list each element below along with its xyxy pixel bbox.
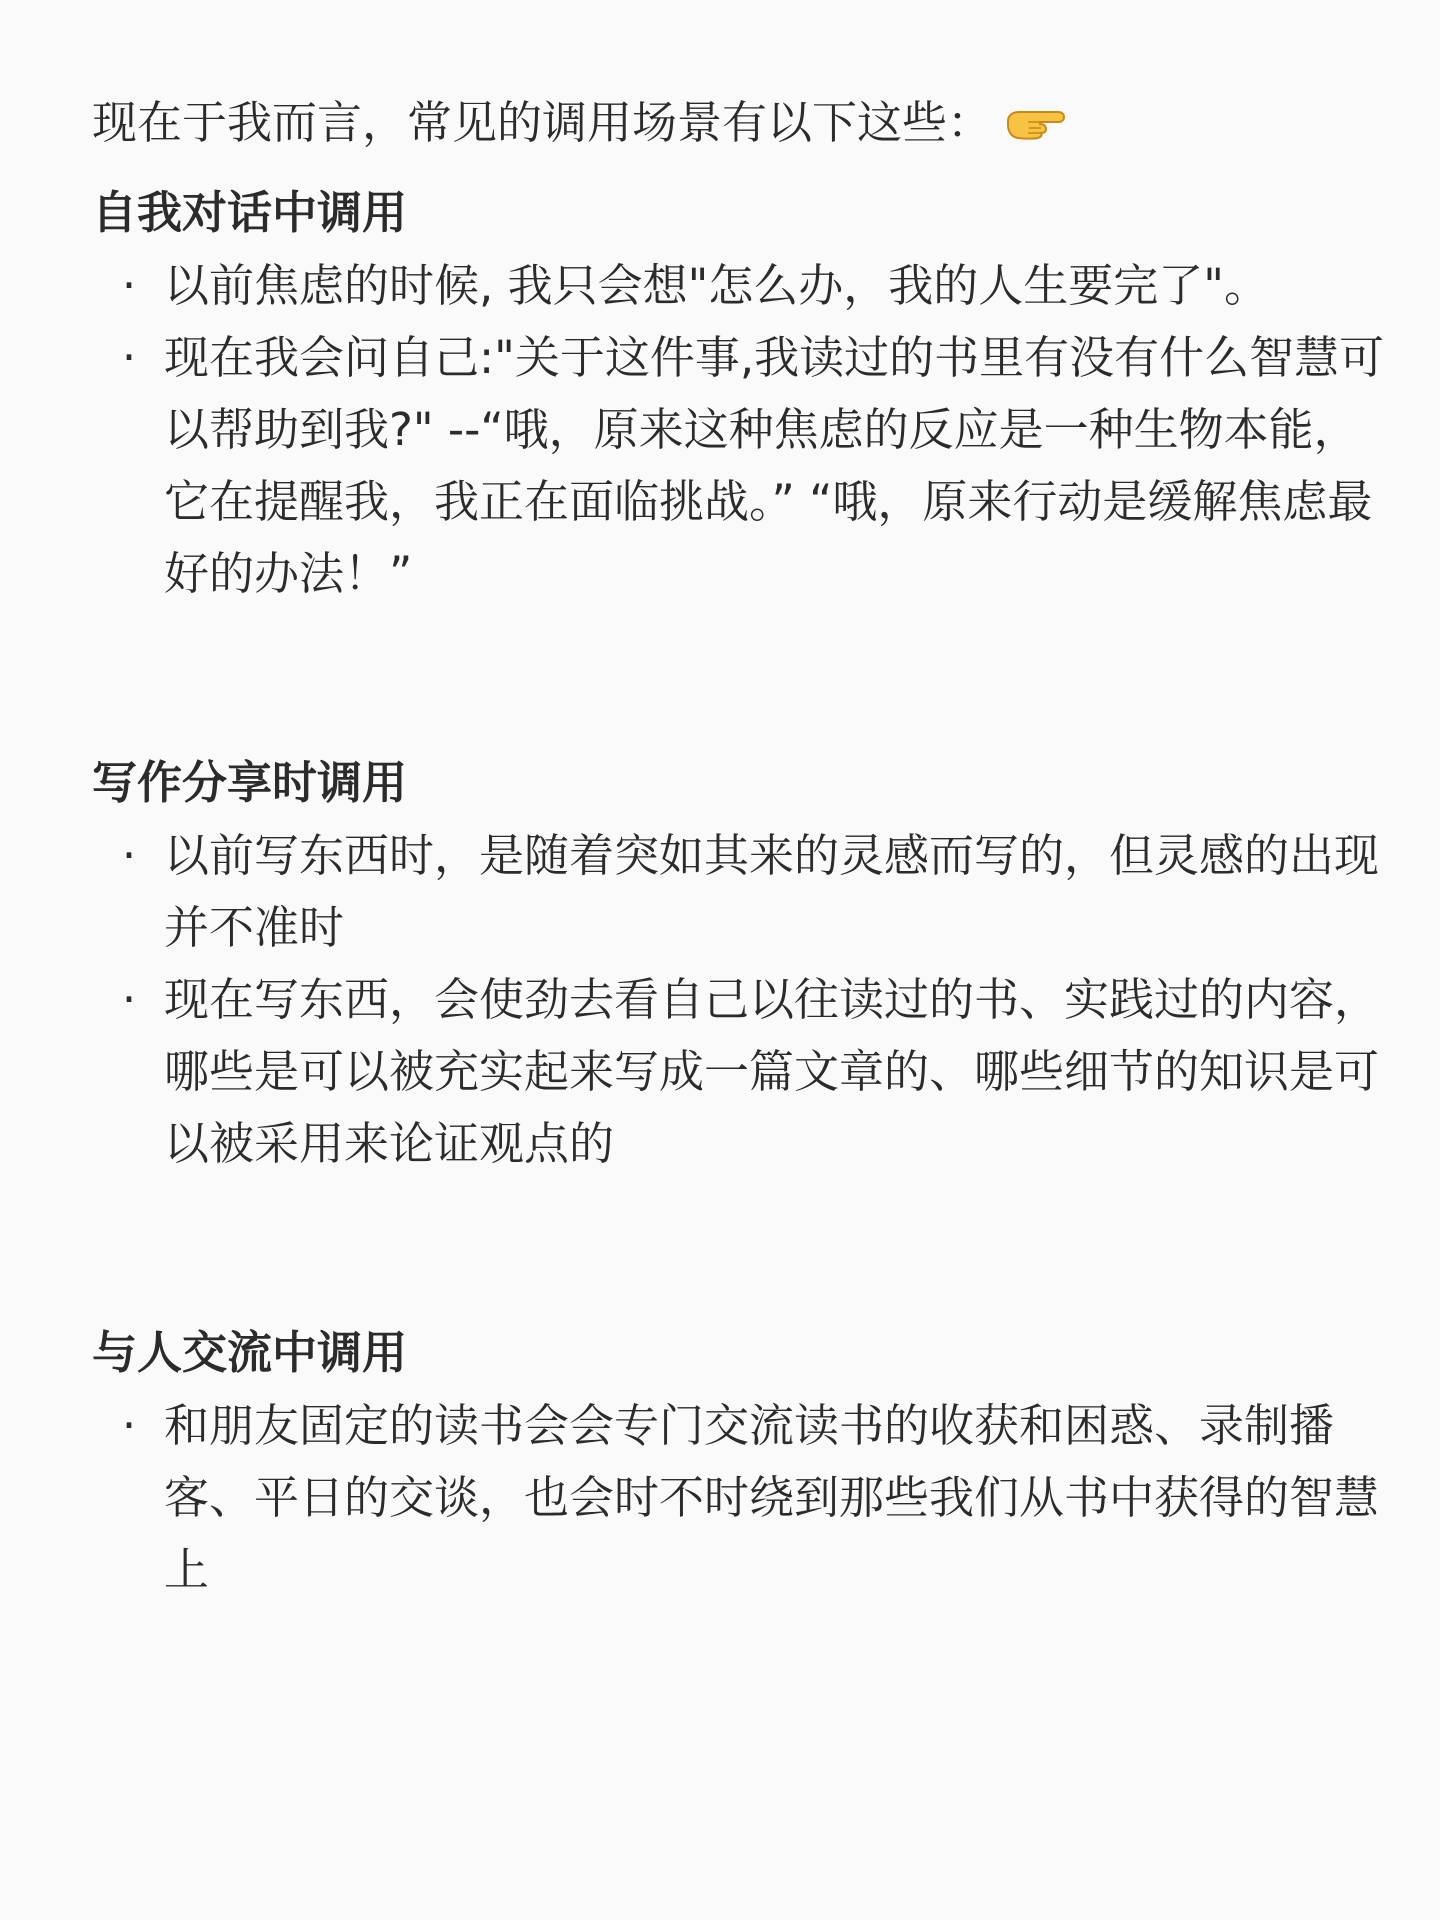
list-item-text: 和朋友固定的读书会会专门交流读书的收获和困惑、录制播客、平日的交谈，也会时不时绕到那些我们从书中获得的智慧上 — [164, 1399, 1380, 1596]
section-title: 自我对话中调用 — [92, 186, 408, 239]
bullet-list — [92, 1390, 1402, 1606]
bullet-dot: · — [121, 829, 137, 882]
list-item — [92, 250, 1402, 322]
intro-text: 现在于我而言，常见的调用场景有以下这些： — [92, 96, 993, 149]
list-item-text: 以前写东西时，是随着突如其来的灵感而写的，但灵感的出现并不准时 — [164, 829, 1380, 954]
pointing-hand-icon — [1004, 90, 1066, 124]
bullet-list — [92, 820, 1402, 1180]
bullet-list — [92, 250, 1402, 610]
spacer — [92, 610, 1402, 750]
bullet-dot: · — [121, 1399, 137, 1452]
list-item-text: 以前焦虑的时候, 我只会想"怎么办，我的人生要完了"。 — [164, 259, 1270, 312]
list-item-text: 现在我会问自己:"关于这件事,我读过的书里有没有什么智慧可以帮助到我?" --“哦，原来这种焦虑的反应是一种生物本能，它在提醒我，我正在面临挑战。” “哦，原来行动是缓解焦虑最好的办法！” — [164, 331, 1385, 600]
intro-line — [92, 88, 1402, 158]
section-title: 写作分享时调用 — [92, 756, 408, 809]
list-item-text: 现在写东西，会使劲去看自己以往读过的书、实践过的内容，哪些是可以被充实起来写成一篇文章的、哪些细节的知识是可以被采用来论证观点的 — [164, 973, 1380, 1170]
list-item — [92, 322, 1402, 610]
section-self-dialogue — [92, 180, 1402, 610]
list-item — [92, 820, 1402, 964]
article — [92, 88, 1402, 1606]
bullet-dot: · — [121, 331, 137, 384]
spacer — [92, 1180, 1402, 1320]
section-communication — [92, 1320, 1402, 1606]
bullet-dot: · — [121, 259, 137, 312]
bullet-dot: · — [121, 973, 137, 1026]
section-writing — [92, 750, 1402, 1180]
list-item — [92, 1390, 1402, 1606]
list-item — [92, 964, 1402, 1180]
section-title: 与人交流中调用 — [92, 1326, 408, 1379]
